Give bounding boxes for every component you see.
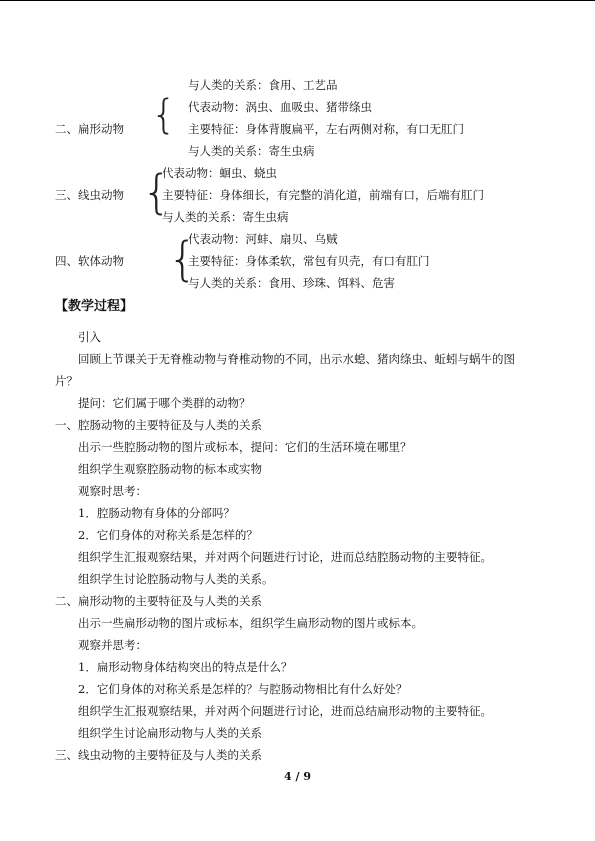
header-rule: [0, 0, 595, 1]
s2-line: 组织学生讨论扁形动物与人类的关系: [78, 726, 262, 740]
mollusk-item-3: 与人类的关系：食用、珍珠、饵料、危害: [188, 276, 395, 290]
intro-label: 引入: [78, 330, 101, 344]
section-3-title: 三、线虫动物的主要特征及与人类的关系: [55, 748, 262, 762]
s2-line: 出示一些扁形动物的图片或标本，组织学生扁形动物的图片或标本。: [78, 616, 423, 630]
s1-line: 组织学生汇报观察结果，并对两个问题进行讨论，进而总结腔肠动物的主要特征。: [78, 550, 492, 564]
review-line-1: 回顾上节课关于无脊椎动物与脊椎动物的不同，出示水螅、猪肉绦虫、蚯蚓与蜗牛的图: [78, 352, 515, 366]
roundworm-item-1: 代表动物：蛔虫、蛲虫: [162, 166, 277, 180]
mollusk-item-2: 主要特征：身体柔软，常包有贝壳，有口有肛门: [188, 254, 430, 268]
section-2-title: 二、扁形动物的主要特征及与人类的关系: [55, 594, 262, 608]
question-line: 提问：它们属于哪个类群的动物？: [78, 396, 251, 410]
flatworm-item-2: 主要特征：身体背腹扁平，左右两侧对称，有口无肛门: [188, 122, 464, 136]
s1-line: 组织学生观察腔肠动物的标本或实物: [78, 462, 262, 476]
s2-line: 组织学生汇报观察结果，并对两个问题进行讨论，进而总结扁形动物的主要特征。: [78, 704, 492, 718]
section-1-title: 一、腔肠动物的主要特征及与人类的关系: [55, 418, 262, 432]
s2-line: 1．扁形动物身体结构突出的特点是什么？: [78, 660, 293, 674]
s1-line: 组织学生讨论腔肠动物与人类的关系。: [78, 572, 274, 586]
s1-line: 2．它们身体的对称关系是怎样的？: [78, 528, 258, 542]
flatworm-item-3: 与人类的关系：寄生虫病: [188, 144, 315, 158]
mollusk-brace: {: [168, 232, 198, 286]
s1-line: 观察时思考：: [78, 484, 147, 498]
flatworm-title: 二、扁形动物: [55, 122, 124, 136]
mollusk-item-1: 代表动物：河蚌、扇贝、乌贼: [188, 232, 338, 246]
mollusk-title: 四、软体动物: [55, 254, 124, 268]
roundworm-item-3: 与人类的关系：寄生虫病: [162, 210, 289, 224]
section-heading: 【教学过程】: [55, 299, 134, 314]
review-line-2: 片？: [55, 374, 78, 388]
flatworm-item-1: 代表动物：涡虫、血吸虫、猪带绦虫: [188, 100, 372, 114]
roundworm-brace: {: [142, 165, 172, 219]
roundworm-title: 三、线虫动物: [55, 188, 124, 202]
outline-pre-line: 与人类的关系：食用、工艺品: [188, 78, 338, 92]
page-number: 4 / 9: [284, 770, 311, 783]
s1-line: 出示一些腔肠动物的图片或标本，提问：它们的生活环境在哪里？: [78, 440, 412, 454]
flatworm-brace: {: [151, 92, 177, 138]
s1-line: 1．腔肠动物有身体的分部吗？: [78, 506, 235, 520]
roundworm-item-2: 主要特征：身体细长，有完整的消化道，前端有口，后端有肛门: [162, 188, 484, 202]
s2-line: 2．它们身体的对称关系是怎样的？与腔肠动物相比有什么好处？: [78, 682, 408, 696]
s2-line: 观察并思考：: [78, 638, 147, 652]
